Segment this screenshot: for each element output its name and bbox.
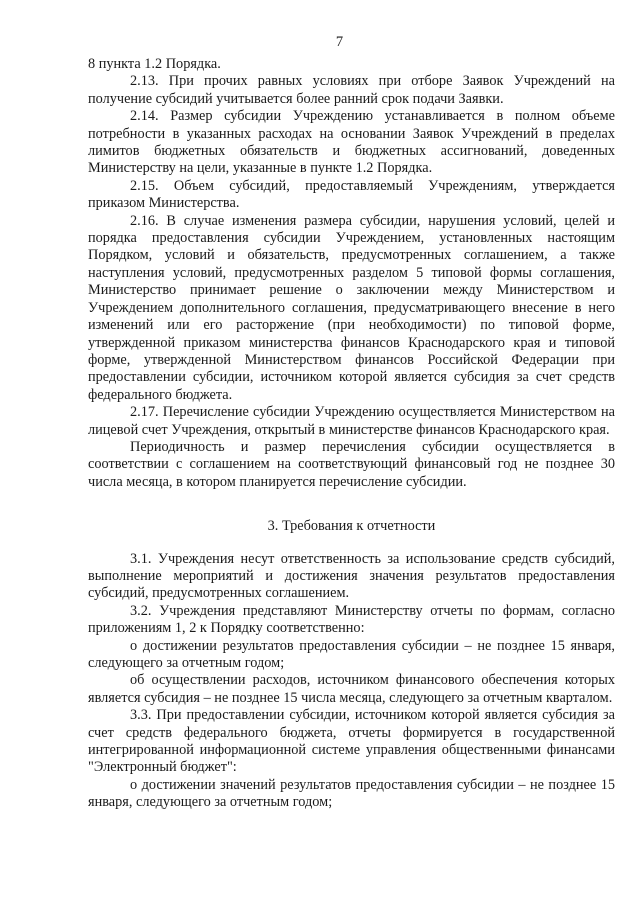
paragraph-2-17: 2.17. Перечисление субсидии Учреждению осуществляется Министерством на лицевой счет Учреждения, открытый в министерстве финансов Краснодарского края. xyxy=(88,404,615,438)
section-heading: 3. Требования к отчетности xyxy=(267,518,436,535)
paragraph-continuation: 8 пункта 1.2 Порядка. xyxy=(88,56,221,72)
paragraph-3-2-b: об осуществлении расходов, источником финансового обеспечения которых является субсидия – не позднее 15 числа месяца, следующего за отчетным кварталом. xyxy=(88,672,615,706)
paragraph-2-14: 2.14. Размер субсидии Учреждению устанавливается в полном объеме потребности в указанных расходах на основании Заявок Учреждений в пределах лимитов бюджетных обязательств и бюджетных ассигнований, доведенных Министерству на цели, указанные в пункте 1.2 Порядка. xyxy=(88,108,615,177)
document-body xyxy=(88,56,615,812)
paragraph-periodicity: Периодичность и размер перечисления субсидии осуществляется в соответствии с соглашением на соответствующий финансовый год не позднее 30 числа месяца, в котором планируется перечисление субсидии. xyxy=(88,438,615,490)
paragraph-3-1: 3.1. Учреждения несут ответственность за использование средств субсидий, выполнение мероприятий и достижения значения результатов предоставления субсидий, предусмотренных соглашением. xyxy=(88,550,615,602)
paragraph-2-15: 2.15. Объем субсидий, предоставляемый Учреждениям, утверждается приказом Министерства. xyxy=(88,177,615,212)
paragraph-3-3-a: о достижении значений результатов предоставления субсидии – не позднее 15 января, следующего за отчетным годом; xyxy=(88,776,615,811)
paragraph-2-13: 2.13. При прочих равных условиях при отборе Заявок Учреждений на получение субсидий учитывается более ранний срок подачи Заявки. xyxy=(88,73,615,107)
paragraph-3-3: 3.3. При предоставлении субсидии, источником которой является субсидия за счет средств федерального бюджета, отчеты формируется в государственной интегрированной информационной системе управления общественными финансами "Электронный бюджет": xyxy=(88,707,615,776)
paragraph-2-16: 2.16. В случае изменения размера субсидии, нарушения условий, целей и порядка предоставления субсидии Учреждением, установленных настоящим Порядком, условий и обязательств, предусмотренных соглашением, а также наступления условий, предусмотренных разделом 5 типовой формы соглашения, Министерство принимает решение о заключении между Министерством и Учреждением дополнительного соглашения, предусматривающего внесение в него изменений или его расторжение (при необходимости) по типовой форме, утвержденной приказом министерства финансов Краснодарского края и типовой форме, утвержденной Министерством финансов Российской Федерации при предоставлении субсидии, источником которой является субсидия за счет средств федерального бюджета. xyxy=(88,212,615,403)
paragraph-3-2: 3.2. Учреждения представляют Министерству отчеты по формам, согласно приложениям 1, 2 к Порядку соответственно: xyxy=(88,602,615,637)
page-number: 7 xyxy=(335,34,344,50)
paragraph-3-2-a: о достижении результатов предоставления субсидии – не позднее 15 января, следующего за отчетным годом; xyxy=(88,637,615,671)
